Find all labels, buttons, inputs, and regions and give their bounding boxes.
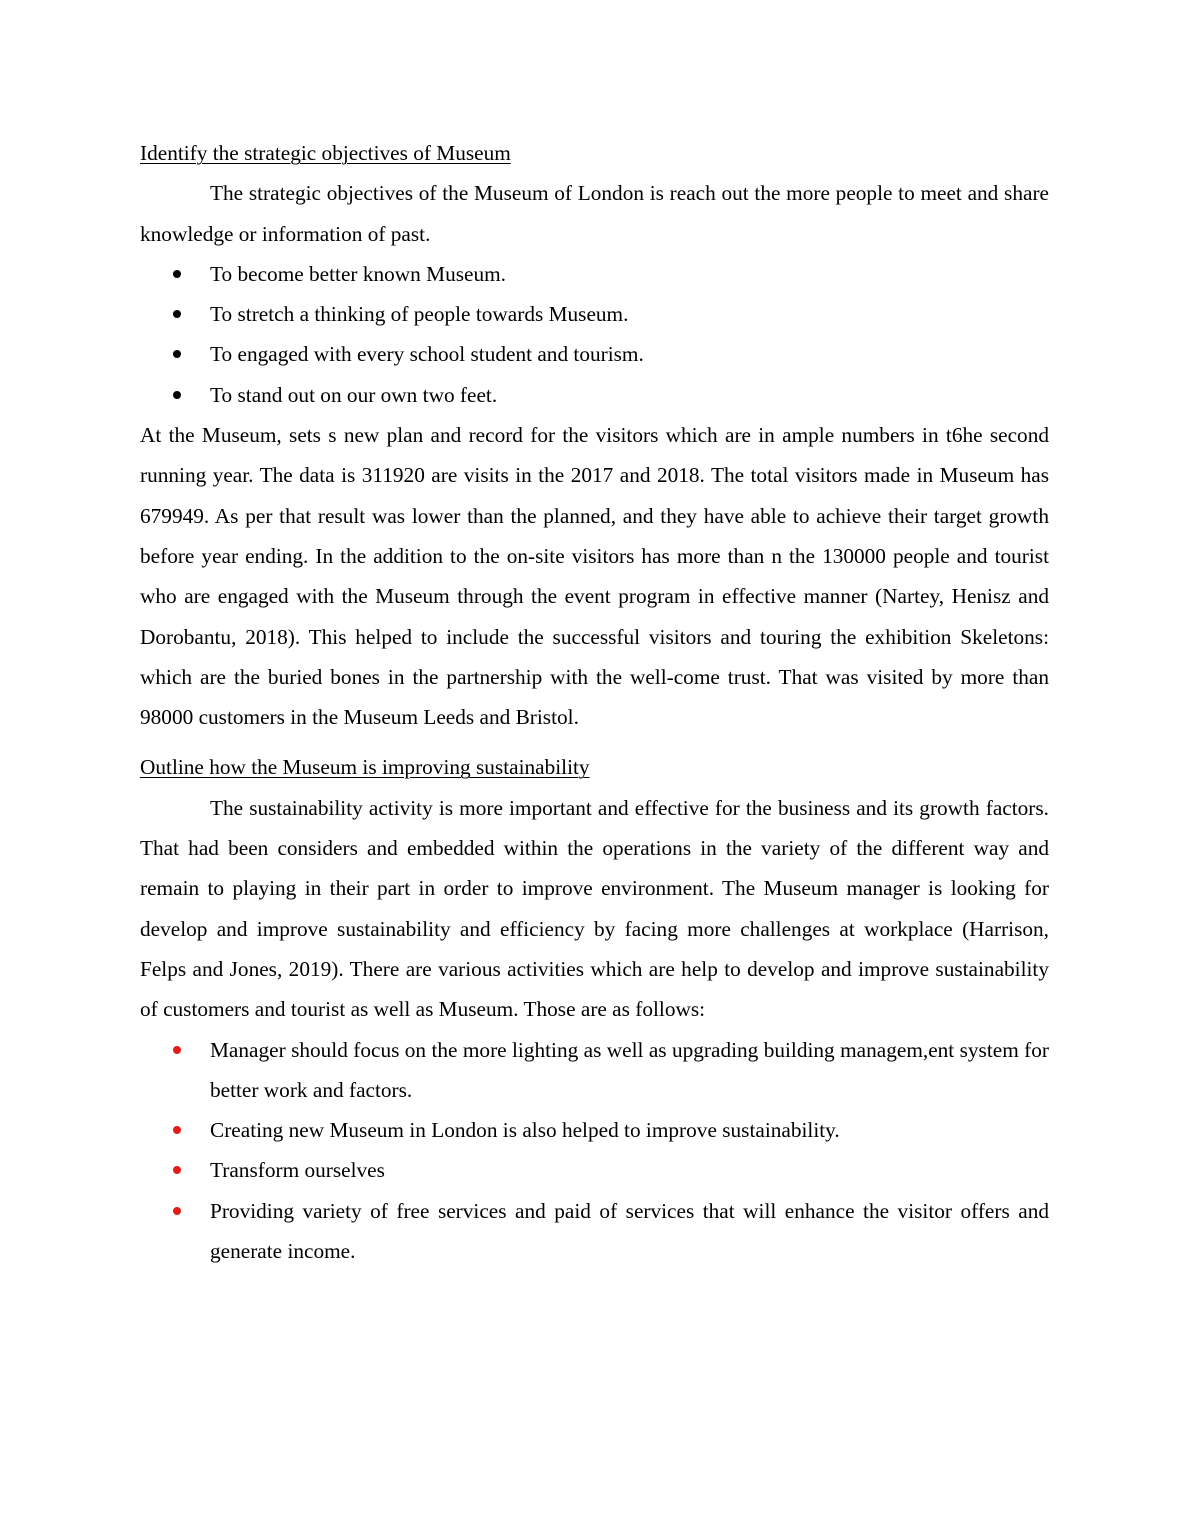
paragraph-strategic-intro: The strategic objectives of the Museum of London is reach out the more people to meet and share knowledge or information of past.: [140, 181, 1049, 246]
section-heading-strategic-objectives: Identify the strategic objectives of Museum: [140, 141, 511, 165]
list-item: [140, 334, 1049, 374]
spacer: [140, 737, 1049, 747]
bullet-dot-icon: [173, 1166, 181, 1174]
list-item: [140, 1150, 1049, 1190]
bullet-dot-icon: [173, 1207, 181, 1215]
list-item: [140, 1191, 1049, 1272]
list-item: [140, 1030, 1049, 1111]
paragraph-visitors: At the Museum, sets s new plan and record for the visitors which are in ample numbers in t6he second running year. The data is 311920 are visits in the 2017 and 2018. The total visitors made in Museum has 679949. As per that result was lower than the planned, and they have able to achieve their target growth before year ending. In the addition to the on-site visitors has more than n the 130000 people and tourist who are engaged with the Museum through the event program in effective manner (Nartey, Henisz and Dorobantu, 2018). This helped to include the successful visitors and touring the exhibition Skeletons: which are the buried bones in the partnership with the well-come trust. That was visited by more than 98000 customers in the Museum Leeds and Bristol.: [140, 423, 1049, 730]
bullet-dot-icon: [173, 270, 181, 278]
list-item-text: To engaged with every school student and tourism.: [210, 342, 644, 367]
list-item: [140, 294, 1049, 334]
sustainability-activities-list: [140, 1030, 1049, 1272]
bullet-dot-icon: [173, 350, 181, 358]
list-item: [140, 375, 1049, 415]
list-item-text: To become better known Museum.: [210, 261, 507, 286]
bullet-dot-icon: [173, 391, 181, 399]
strategic-objectives-list: [140, 254, 1049, 415]
paragraph-sustainability-intro: The sustainability activity is more important and effective for the business and its growth factors. That had been considers and embedded within the operations in the variety of the different way and remain to playing in their part in order to improve environment. The Museum manager is looking for develop and improve sustainability and efficiency by facing more challenges at workplace (Harrison, Felps and Jones, 2019). There are various activities which are help to develop and improve sustainability of customers and tourist as well as Museum. Those are as follows:: [140, 795, 1049, 1022]
list-item-text: Creating new Museum in London is also helped to improve sustainability.: [210, 1118, 840, 1143]
document-page: [140, 133, 1049, 1271]
list-item-text: Transform ourselves: [210, 1158, 385, 1183]
list-item-text: To stand out on our own two feet.: [210, 382, 498, 407]
list-item-text: Providing variety of free services and paid of services that will enhance the visitor offers and generate income.: [210, 1198, 1049, 1264]
list-item: [140, 254, 1049, 294]
section-heading-sustainability: Outline how the Museum is improving sustainability: [140, 755, 590, 780]
list-item-text: Manager should focus on the more lighting as well as upgrading building managem,ent system for better work and factors.: [210, 1037, 1049, 1102]
bullet-dot-icon: [173, 310, 181, 318]
bullet-dot-icon: [173, 1046, 181, 1054]
list-item: [140, 1110, 1049, 1150]
list-item-text: To stretch a thinking of people towards Museum.: [210, 302, 629, 327]
bullet-dot-icon: [173, 1126, 181, 1134]
